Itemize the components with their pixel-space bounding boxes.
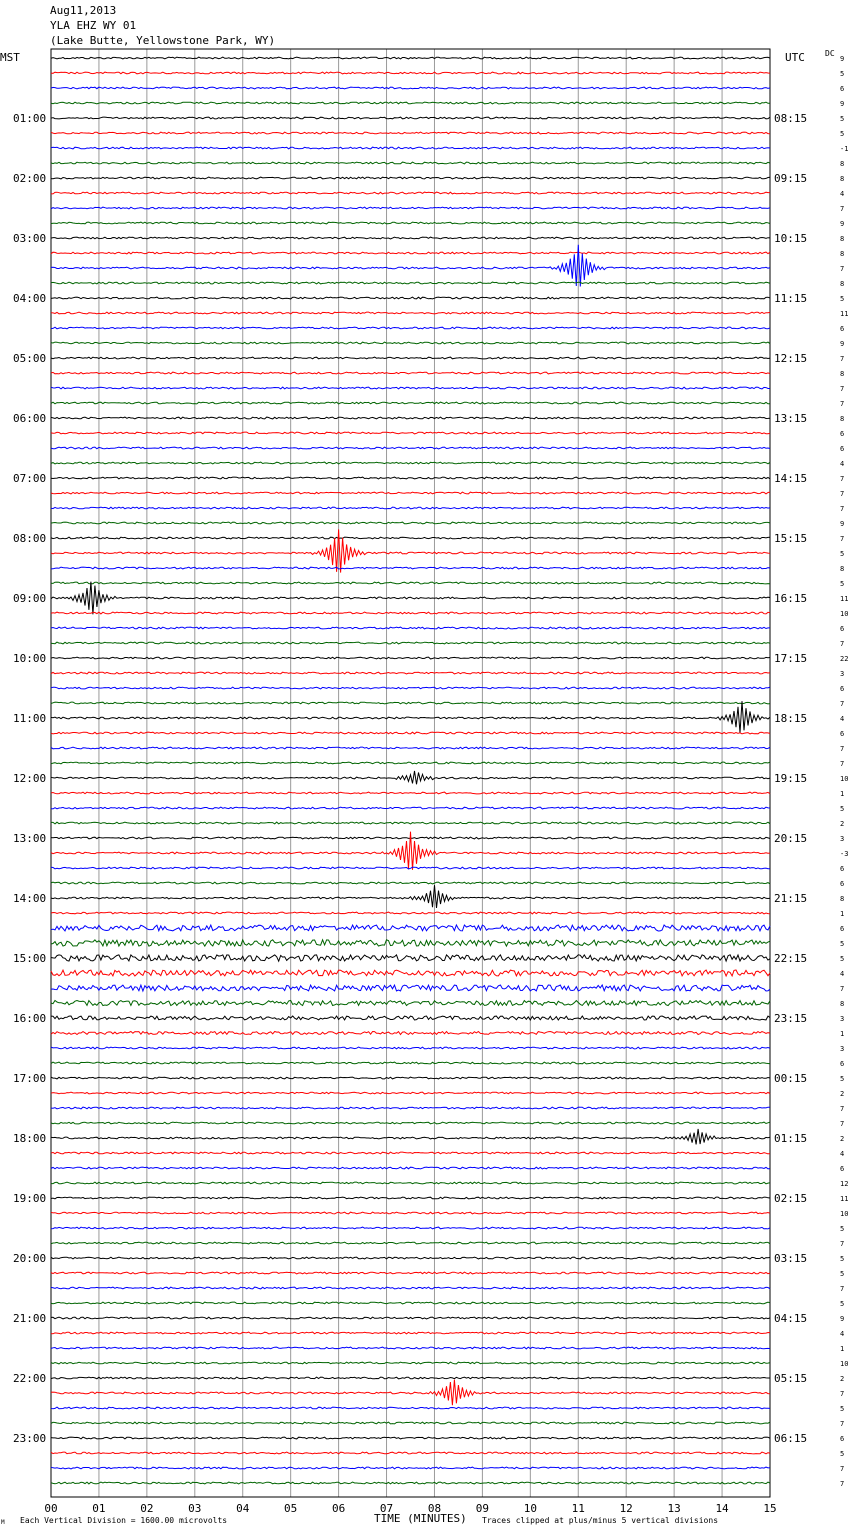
trace-row — [51, 1016, 770, 1020]
trace-row — [51, 687, 770, 689]
dc-offset-label: 11 — [840, 1195, 849, 1203]
dc-offset-label: -1 — [840, 145, 849, 153]
dc-offset-label: 7 — [840, 1105, 845, 1113]
dc-offset-label: 7 — [840, 985, 845, 993]
utc-hour-label: 03:15 — [774, 1252, 808, 1265]
utc-hour-label: 22:15 — [774, 952, 808, 965]
trace-row — [51, 87, 770, 89]
x-axis-title: TIME (MINUTES) — [374, 1512, 467, 1525]
trace-row — [51, 771, 770, 784]
x-tick-label: 14 — [715, 1502, 729, 1515]
dc-offset-label: 10 — [840, 1210, 849, 1218]
mst-hour-label: 16:00 — [13, 1012, 47, 1025]
trace-row — [51, 985, 770, 991]
x-tick-label: 04 — [236, 1502, 250, 1515]
dc-offset-label: 7 — [840, 475, 845, 483]
trace-row — [51, 357, 770, 359]
x-tick-label: 11 — [571, 1502, 585, 1515]
mst-hour-label: 23:00 — [13, 1432, 47, 1445]
trace-row — [51, 1129, 770, 1144]
trace-row — [51, 1380, 770, 1406]
dc-offset-label: 7 — [840, 700, 845, 708]
trace-row — [51, 970, 770, 976]
dc-offset-label: 3 — [840, 1015, 845, 1023]
utc-hour-label: 05:15 — [774, 1372, 808, 1385]
dc-offset-label: 6 — [840, 925, 845, 933]
dc-offset-label: 7 — [840, 640, 845, 648]
trace-row — [51, 492, 770, 494]
utc-hour-label: 12:15 — [774, 352, 808, 365]
dc-offset-label: 4 — [840, 970, 845, 978]
trace-row — [51, 1257, 770, 1259]
trace-row — [51, 1107, 770, 1109]
trace-row — [51, 522, 770, 524]
dc-offset-label: 7 — [840, 1480, 845, 1488]
dc-offset-label: 2 — [840, 820, 845, 828]
trace-row — [51, 1272, 770, 1274]
mst-hour-label: 11:00 — [13, 712, 47, 725]
trace-row — [51, 417, 770, 419]
dc-offset-label: 8 — [840, 235, 845, 243]
dc-offset-label: 1 — [840, 1030, 845, 1038]
dc-offset-label: 3 — [840, 835, 845, 843]
trace-row — [51, 1152, 770, 1154]
trace-row — [51, 1362, 770, 1364]
dc-offset-label: 6 — [840, 430, 845, 438]
dc-offset-label: 9 — [840, 520, 845, 528]
mst-hour-label: 03:00 — [13, 232, 47, 245]
trace-row — [51, 1437, 770, 1439]
dc-offset-label: 2 — [840, 1375, 845, 1383]
trace-row — [51, 252, 770, 254]
utc-hour-label: 13:15 — [774, 412, 808, 425]
dc-offset-label: 8 — [840, 280, 845, 288]
trace-row — [51, 72, 770, 74]
trace-row — [51, 612, 770, 614]
mst-hour-label: 06:00 — [13, 412, 47, 425]
trace-row — [51, 447, 770, 449]
utc-hour-label: 17:15 — [774, 652, 808, 665]
dc-offset-label: 5 — [840, 805, 845, 813]
trace-row — [51, 477, 770, 479]
utc-hour-label: 01:15 — [774, 1132, 808, 1145]
dc-offset-label: 7 — [840, 385, 845, 393]
dc-offset-label: 6 — [840, 625, 845, 633]
dc-offset-label: 5 — [840, 1405, 845, 1413]
dc-offset-label: 6 — [840, 445, 845, 453]
trace-row — [51, 747, 770, 749]
trace-row — [51, 1227, 770, 1229]
trace-row — [51, 1302, 770, 1304]
corner-mark: M — [1, 1519, 5, 1526]
mst-hour-label: 09:00 — [13, 592, 47, 605]
trace-row — [51, 312, 770, 314]
dc-offset-label: 4 — [840, 1330, 845, 1338]
header-date: Aug11,2013 — [50, 4, 117, 17]
dc-offset-label: 3 — [840, 670, 845, 678]
dc-offset-label: 7 — [840, 1420, 845, 1428]
mst-hour-label: 08:00 — [13, 532, 47, 545]
trace-row — [51, 582, 770, 615]
clip-note: Traces clipped at plus/minus 5 vertical divisions — [482, 1516, 719, 1525]
trace-row — [51, 537, 770, 539]
x-tick-label: 07 — [379, 1502, 394, 1515]
trace-row — [51, 822, 770, 824]
utc-hour-label: 20:15 — [774, 832, 808, 845]
dc-offset-label: 8 — [840, 565, 845, 573]
dc-offset-label: 5 — [840, 1075, 845, 1083]
dc-offset-label: 3 — [840, 1045, 845, 1053]
mst-hour-label: 02:00 — [13, 172, 47, 185]
plot-frame — [51, 49, 770, 1497]
trace-row — [51, 1167, 770, 1169]
trace-row — [51, 1407, 770, 1409]
trace-row — [51, 102, 770, 104]
dc-offset-label: 8 — [840, 415, 845, 423]
utc-hour-label: 08:15 — [774, 112, 808, 125]
utc-hour-label: 10:15 — [774, 232, 808, 245]
dc-offset-label: 7 — [840, 355, 845, 363]
trace-row — [51, 245, 770, 287]
dc-offset-label: 5 — [840, 955, 845, 963]
dc-offset-label: 5 — [840, 1270, 845, 1278]
mst-axis-label: MST — [0, 51, 20, 64]
trace-row — [51, 732, 770, 734]
trace-row — [51, 582, 770, 584]
dc-offset-label: 5 — [840, 1225, 845, 1233]
dc-offset-label: 6 — [840, 1435, 845, 1443]
trace-row — [51, 1077, 770, 1079]
trace-row — [51, 1317, 770, 1319]
utc-hour-label: 16:15 — [774, 592, 808, 605]
trace-row — [51, 402, 770, 404]
dc-offset-label: 7 — [840, 265, 845, 273]
trace-row — [51, 940, 770, 946]
dc-offset-label: 4 — [840, 460, 845, 468]
header-station: YLA EHZ WY 01 — [50, 19, 137, 32]
dc-offset-label: 1 — [840, 1345, 845, 1353]
x-tick-label: 08 — [427, 1502, 442, 1515]
x-tick-label: 12 — [619, 1502, 633, 1515]
trace-row — [51, 372, 770, 374]
utc-hour-label: 23:15 — [774, 1012, 808, 1025]
dc-offset-label: 10 — [840, 775, 849, 783]
trace-row — [51, 1467, 770, 1469]
trace-row — [51, 192, 770, 194]
utc-hour-label: 09:15 — [774, 172, 808, 185]
x-tick-label: 13 — [667, 1502, 681, 1515]
dc-offset-label: 10 — [840, 610, 849, 618]
x-tick-label: 03 — [188, 1502, 202, 1515]
dc-offset-label: 8 — [840, 370, 845, 378]
mst-hour-label: 12:00 — [13, 772, 47, 785]
mst-hour-label: 14:00 — [13, 892, 47, 905]
trace-row — [51, 702, 770, 704]
dc-offset-label: 5 — [840, 1255, 845, 1263]
dc-offset-label: 7 — [840, 745, 845, 753]
x-tick-label: 15 — [763, 1502, 777, 1515]
trace-row — [51, 1032, 770, 1035]
trace-row — [51, 882, 770, 884]
trace-row — [51, 282, 770, 284]
trace-row — [51, 925, 770, 931]
utc-hour-label: 11:15 — [774, 292, 808, 305]
dc-offset-label: 7 — [840, 1465, 845, 1473]
dc-offset-label: 6 — [840, 730, 845, 738]
dc-offset-label: 7 — [840, 535, 845, 543]
dc-offset-label: 7 — [840, 1120, 845, 1128]
trace-row — [51, 1092, 770, 1094]
trace-row — [51, 207, 770, 209]
dc-offset-label: 11 — [840, 310, 849, 318]
trace-row — [51, 162, 770, 164]
dc-offset-label: 6 — [840, 880, 845, 888]
trace-row — [51, 657, 770, 659]
trace-row — [51, 177, 770, 179]
trace-row — [51, 237, 770, 239]
dc-offset-label: 9 — [840, 100, 845, 108]
dc-offset-label: 7 — [840, 1285, 845, 1293]
mst-hour-label: 19:00 — [13, 1192, 47, 1205]
dc-offset-label: -3 — [840, 850, 849, 858]
trace-row — [51, 147, 770, 149]
dc-offset-label: 11 — [840, 595, 849, 603]
mst-hour-label: 04:00 — [13, 292, 47, 305]
trace-row — [51, 1001, 770, 1006]
x-tick-label: 09 — [475, 1502, 490, 1515]
trace-row — [51, 792, 770, 794]
mst-hour-label: 15:00 — [13, 952, 47, 965]
dc-offset-label: 8 — [840, 250, 845, 258]
utc-hour-label: 19:15 — [774, 772, 808, 785]
dc-offset-label: 12 — [840, 1180, 849, 1188]
utc-hour-label: 04:15 — [774, 1312, 808, 1325]
trace-row — [51, 1182, 770, 1184]
mst-hour-label: 17:00 — [13, 1072, 47, 1085]
dc-offset-label: 6 — [840, 685, 845, 693]
dc-offset-label: 2 — [840, 1135, 845, 1143]
dc-offset-label: 7 — [840, 400, 845, 408]
dc-offset-label: 7 — [840, 1390, 845, 1398]
mst-hour-label: 13:00 — [13, 832, 47, 845]
header-location: (Lake Butte, Yellowstone Park, WY) — [50, 34, 276, 47]
utc-axis-label: UTC — [785, 51, 805, 64]
dc-offset-label: 6 — [840, 865, 845, 873]
mst-hour-label: 22:00 — [13, 1372, 47, 1385]
dc-offset-label: 5 — [840, 550, 845, 558]
dc-offset-label: 8 — [840, 160, 845, 168]
dc-offset-label: 5 — [840, 130, 845, 138]
trace-row — [51, 297, 770, 299]
trace-row — [51, 1212, 770, 1214]
scale-note: Each Vertical Division = 1600.00 microvolts — [20, 1516, 228, 1525]
dc-offset-label: 4 — [840, 715, 845, 723]
trace-row — [51, 1242, 770, 1244]
trace-row — [51, 807, 770, 809]
dc-offset-label: 5 — [840, 1450, 845, 1458]
trace-row — [51, 1332, 770, 1334]
dc-offset-label: 6 — [840, 1060, 845, 1068]
utc-hour-label: 18:15 — [774, 712, 808, 725]
dc-offset-label: 6 — [840, 1165, 845, 1173]
dc-offset-label: 7 — [840, 205, 845, 213]
trace-row — [51, 1347, 770, 1349]
dc-offset-label: 7 — [840, 1240, 845, 1248]
trace-row — [51, 672, 770, 674]
trace-row — [51, 222, 770, 224]
utc-hour-label: 15:15 — [774, 532, 808, 545]
trace-row — [51, 57, 770, 59]
trace-row — [51, 117, 770, 119]
dc-offset-label: 2 — [840, 1090, 845, 1098]
trace-row — [51, 1122, 770, 1124]
mst-hour-label: 18:00 — [13, 1132, 47, 1145]
dc-offset-label: 8 — [840, 895, 845, 903]
mst-hour-label: 20:00 — [13, 1252, 47, 1265]
dc-offset-label: 4 — [840, 1150, 845, 1158]
trace-row — [51, 955, 770, 961]
trace-row — [51, 1062, 770, 1064]
trace-row — [51, 762, 770, 764]
mst-hour-label: 10:00 — [13, 652, 47, 665]
dc-offset-label: 9 — [840, 340, 845, 348]
utc-hour-label: 00:15 — [774, 1072, 808, 1085]
trace-row — [51, 507, 770, 509]
dc-offset-label: 22 — [840, 655, 849, 663]
trace-row — [51, 132, 770, 134]
dc-offset-label: 5 — [840, 1300, 845, 1308]
trace-row — [51, 1287, 770, 1289]
dc-offset-label: 1 — [840, 910, 845, 918]
trace-row — [51, 1482, 770, 1484]
mst-hour-label: 07:00 — [13, 472, 47, 485]
trace-row — [51, 642, 770, 644]
dc-offset-label: 7 — [840, 490, 845, 498]
trace-row — [51, 462, 770, 464]
mst-hour-label: 05:00 — [13, 352, 47, 365]
dc-offset-label: 5 — [840, 940, 845, 948]
dc-offset-label: 8 — [840, 175, 845, 183]
trace-row — [51, 567, 770, 569]
trace-row — [51, 627, 770, 629]
dc-offset-label: 6 — [840, 325, 845, 333]
dc-offset-label: 9 — [840, 55, 845, 63]
dc-offset-label: 7 — [840, 760, 845, 768]
mst-hour-label: 01:00 — [13, 112, 47, 125]
dc-offset-label: 1 — [840, 790, 845, 798]
dc-offset-label: 8 — [840, 1000, 845, 1008]
trace-row — [51, 342, 770, 344]
x-tick-label: 02 — [140, 1502, 154, 1515]
utc-hour-label: 02:15 — [774, 1192, 808, 1205]
dc-offset-label: 5 — [840, 115, 845, 123]
dc-offset-label: 4 — [840, 190, 845, 198]
utc-hour-label: 14:15 — [774, 472, 808, 485]
utc-hour-label: 06:15 — [774, 1432, 808, 1445]
trace-row — [51, 1047, 770, 1049]
dc-offset-label: 6 — [840, 85, 845, 93]
dc-offset-label: 9 — [840, 220, 845, 228]
trace-row — [51, 1197, 770, 1199]
trace-row — [51, 867, 770, 869]
x-tick-label: 06 — [331, 1502, 346, 1515]
dc-offset-label: 10 — [840, 1360, 849, 1368]
trace-row — [51, 912, 770, 914]
trace-row — [51, 885, 770, 908]
trace-row — [51, 529, 770, 572]
dc-offset-label: 5 — [840, 295, 845, 303]
dc-offset-label: 5 — [840, 70, 845, 78]
trace-row — [51, 1377, 770, 1379]
trace-row — [51, 1452, 770, 1454]
dc-offset-label: 9 — [840, 1315, 845, 1323]
x-tick-label: 10 — [523, 1502, 537, 1515]
x-tick-label: 05 — [284, 1502, 298, 1515]
trace-row — [51, 327, 770, 329]
dc-label: DC — [825, 49, 835, 58]
dc-offset-label: 5 — [840, 580, 845, 588]
x-tick-label: 00 — [44, 1502, 58, 1515]
trace-row — [51, 387, 770, 389]
dc-offset-label: 7 — [840, 505, 845, 513]
trace-row — [51, 701, 770, 733]
utc-hour-label: 21:15 — [774, 892, 808, 905]
mst-hour-label: 21:00 — [13, 1312, 47, 1325]
x-tick-label: 01 — [92, 1502, 106, 1515]
trace-row — [51, 432, 770, 434]
trace-row — [51, 1422, 770, 1424]
